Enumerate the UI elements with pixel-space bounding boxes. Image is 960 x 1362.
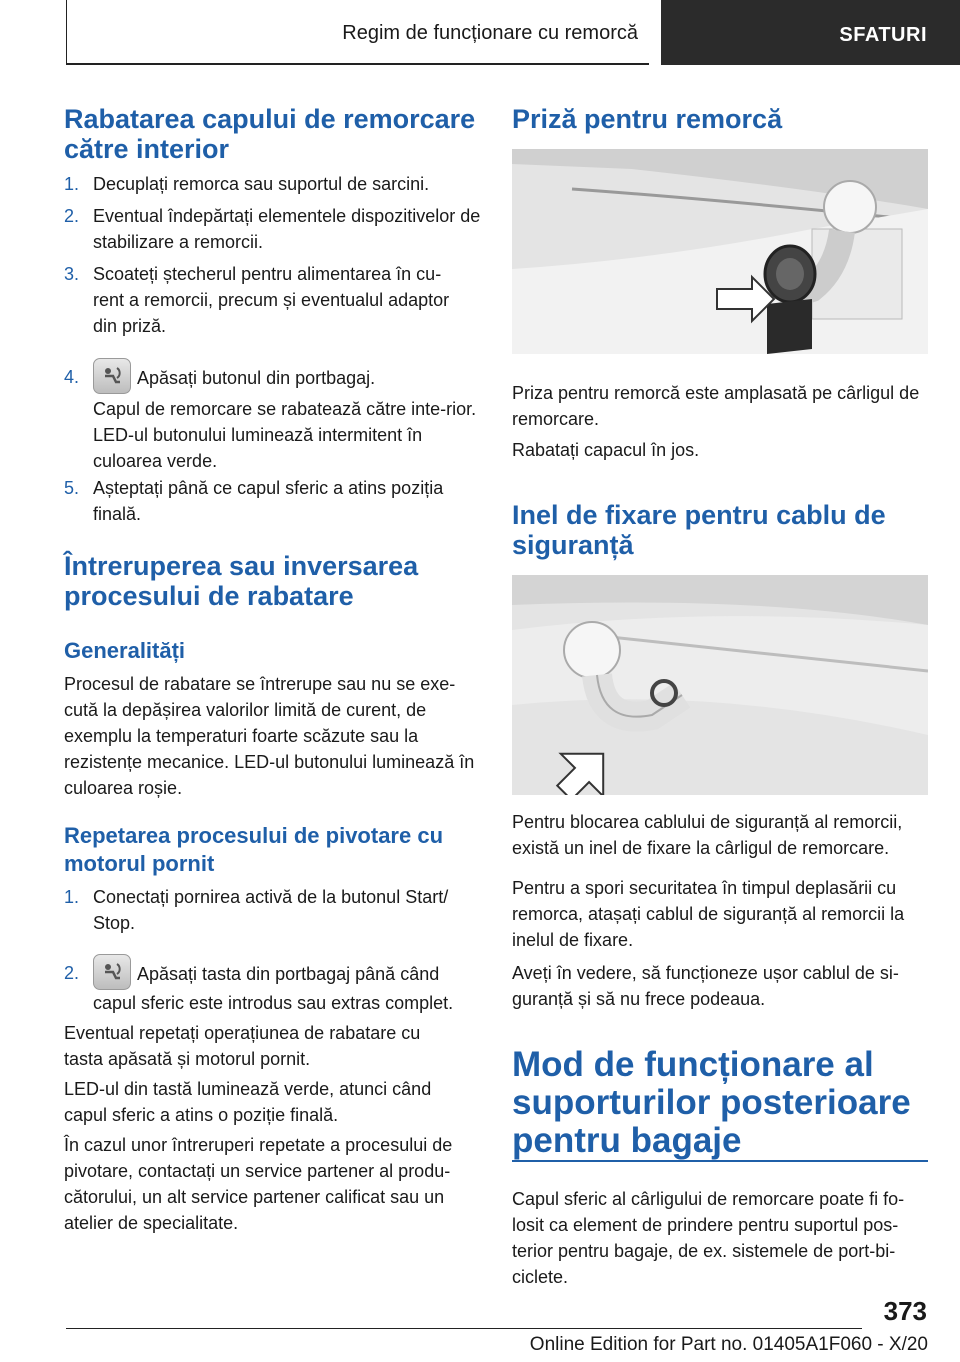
paragraph-generalitati: Procesul de rabatare se întrerupe sau nu se exe‐cută la depășirea valorilor limită de curent, de exemplu la temperaturi foarte scăzute sau la rezistențe mecanice. LED-ul butonului luminează în culoarea roșie. xyxy=(64,674,475,798)
socket-photo xyxy=(512,149,928,354)
paragraph-inel-1: Pentru blocarea cablului de siguranță al remorcii, există un inel de fixare la cârligul de remorcare. xyxy=(512,812,903,858)
step-text: Apăsați butonul din portbagaj. xyxy=(137,368,376,388)
page-number: 373 xyxy=(883,1296,927,1326)
paragraph-cazul: În cazul unor întreruperi repetate a procesului de pivotare, contactați un service partener al produ‐cătorului, un alt service partener calificat sau un atelier de specialitate. xyxy=(64,1135,453,1233)
heading-mod: Mod de funcționare al suporturilor posterioare pentru bagaje xyxy=(512,1045,911,1160)
step-number: 2. xyxy=(64,963,80,983)
heading-priza: Priză pentru remorcă xyxy=(512,104,783,134)
trunk-button-icon xyxy=(93,358,131,394)
edition-label: Online Edition for Part no. 01405A1F060 - X/20 xyxy=(529,1334,928,1355)
trunk-button-icon xyxy=(93,954,131,990)
paragraph-inel-2: Pentru a spori securitatea în timpul deplasării cu remorca, atașați cablul de siguranță al remorcii la inelul de fixare. xyxy=(512,878,905,950)
header-tab xyxy=(661,0,960,65)
step-result: Capul de remorcare se rabatează către inte‐rior. LED-ul butonului luminează intermitent în culoarea verde. xyxy=(93,399,477,471)
step-number: 1. xyxy=(64,174,80,194)
heading-repetarea: Repetarea procesului de pivotare cu motorul pornit xyxy=(64,823,444,876)
paragraph-led: LED-ul din tastă luminează verde, atunci când capul sferic a atins o poziție finală. xyxy=(64,1079,432,1125)
step-text: Decuplați remorca sau suportul de sarcini. xyxy=(93,174,430,194)
step-number: 1. xyxy=(64,887,80,907)
header-bottom-rule xyxy=(66,63,649,65)
paragraph-priza-1: Priza pentru remorcă este amplasată pe cârligul de remorcare. xyxy=(512,383,920,429)
header-section-title: Regim de funcționare cu remorcă xyxy=(342,22,638,44)
paragraph-eventual: Eventual repetați operațiunea de rabatare cu tasta apăsată și motorul pornit. xyxy=(64,1023,421,1069)
step-text: Eventual îndepărtați elementele dispozitivelor de stabilizare a remorcii. xyxy=(93,206,481,252)
footer-rule xyxy=(66,1328,862,1329)
paragraph-inel-3: Aveți în vedere, să funcționeze ușor cablul de si‐guranță și să nu frece podeaua. xyxy=(512,963,899,1009)
heading-rabatarea: Rabatarea capului de remorcare către interior xyxy=(64,104,476,164)
step-number: 5. xyxy=(64,478,80,498)
heading-inel: Inel de fixare pentru cablu de siguranță xyxy=(512,500,886,560)
paragraph-mod: Capul sferic al cârligului de remorcare poate fi fo‐losit ca element de prindere pentru suportul pos‐terior pentru bagaje, de ex. sistemele de port-bi‐ciclete. xyxy=(512,1189,905,1287)
step-number: 3. xyxy=(64,264,80,284)
ring-photo xyxy=(512,575,928,795)
step-number: 2. xyxy=(64,206,80,226)
paragraph-priza-2: Rabatați capacul în jos. xyxy=(512,440,700,460)
step-number: 4. xyxy=(64,367,80,387)
step-text: Conectați pornirea activă de la butonul Start/ Stop. xyxy=(93,887,449,933)
heading-generalitati: Generalități xyxy=(64,638,186,663)
header-tab-label: SFATURI xyxy=(839,24,927,46)
step-text: Apăsați tasta din portbagaj până când capul sferic este introdus sau extras complet. xyxy=(93,964,454,1013)
step-text: Așteptați până ce capul sferic a atins poziția finală. xyxy=(93,478,444,524)
step-text: Scoateți ștecherul pentru alimentarea în cu‐rent a remorcii, precum și eventualul adaptor din priză. xyxy=(93,264,450,336)
heading-intrerupere: Întreruperea sau inversarea procesului de rabatare xyxy=(64,551,419,611)
heading-underline xyxy=(512,1160,928,1162)
